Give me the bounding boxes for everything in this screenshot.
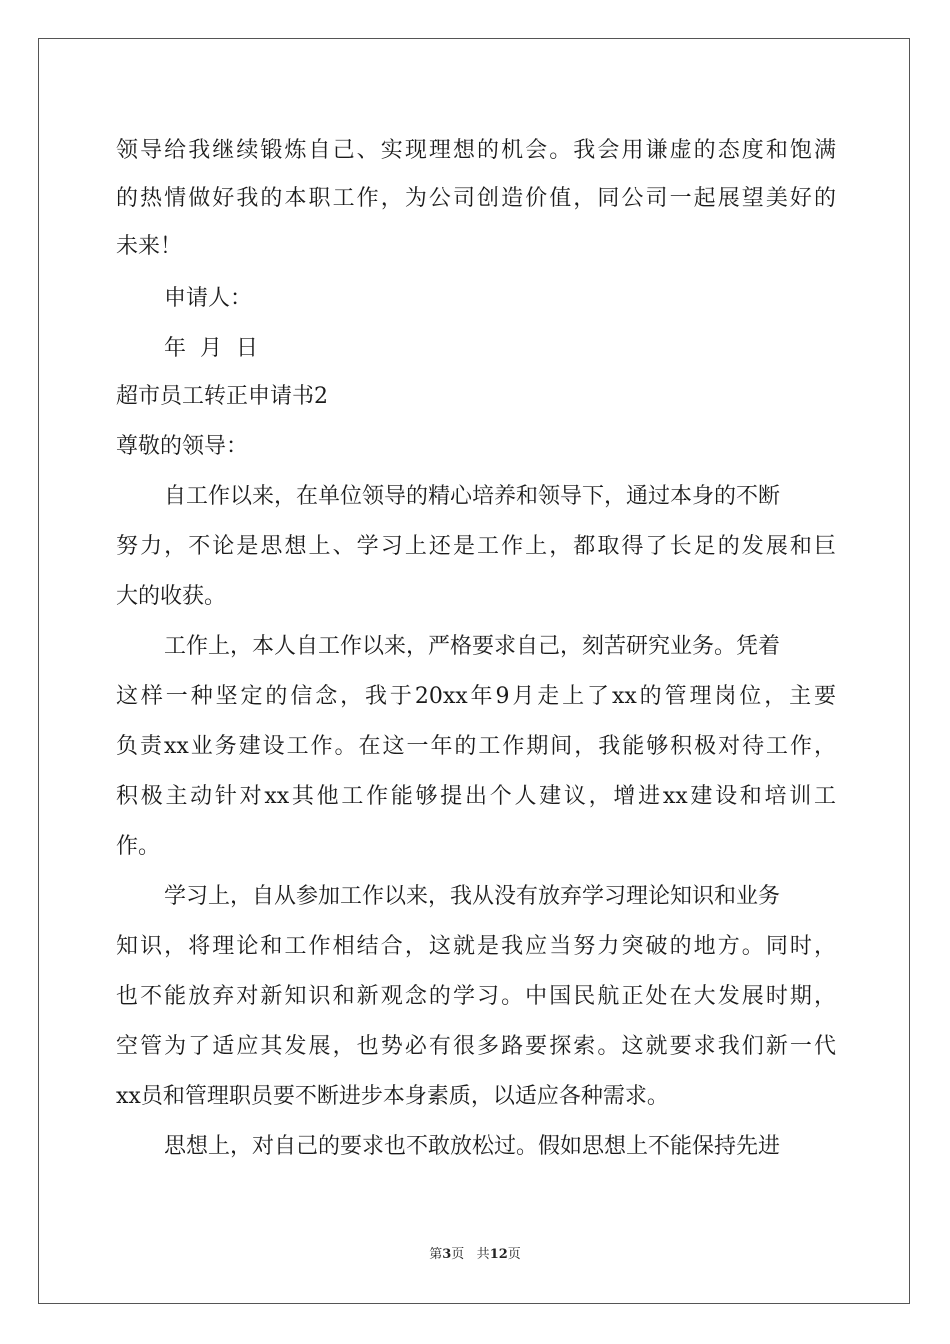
text-line: 未来！ [116,234,183,259]
total-label: 共 [476,1247,490,1262]
date-line: 年 月 日 [164,336,258,361]
applicant-label: 申请人： [164,286,253,311]
text-line: 领导给我继续锻炼自己、实现理想的机会。我会用谦虚的态度和饱满 [116,138,836,163]
text-line: 这样一种坚定的信念，我于20xx年9月走上了xx的管理岗位，主要 [116,684,836,709]
salutation: 尊敬的领导： [116,434,249,459]
page-footer [0,1243,950,1262]
page-suffix: 页 [451,1247,465,1262]
text-line: 空管为了适应其发展，也势必有很多路要探索。这就要求我们新一代 [116,1034,836,1059]
text-line: 大的收获。 [116,584,227,609]
text-line: 学习上，自从参加工作以来，我从没有放弃学习理论知识和业务 [164,884,781,909]
total-pages-number: 12 [489,1247,508,1262]
text-line: 的热情做好我的本职工作，为公司创造价值，同公司一起展望美好的 [116,186,836,211]
text-line: 思想上，对自己的要求也不敢放松过。假如思想上不能保持先进 [164,1134,781,1159]
text-line: 知识，将理论和工作相结合，这就是我应当努力突破的地方。同时， [116,934,836,959]
current-page-number: 3 [442,1247,452,1262]
text-line: 作。 [116,834,161,859]
section-title: 超市员工转正申请书2 [116,384,328,409]
text-line: 负责xx业务建设工作。在这一年的工作期间，我能够积极对待工作， [116,734,836,759]
text-line: 工作上，本人自工作以来，严格要求自己，刻苦研究业务。凭着 [164,634,781,659]
text-line: 也不能放弃对新知识和新观念的学习。中国民航正处在大发展时期， [116,984,836,1009]
text-line: 积极主动针对xx其他工作能够提出个人建议，增进xx建设和培训工 [116,784,836,809]
text-line: 自工作以来，在单位领导的精心培养和领导下，通过本身的不断 [164,484,781,509]
text-line: xx员和管理职员要不断进步本身素质，以适应各种需求。 [116,1084,669,1109]
page-label: 第 [429,1247,443,1262]
total-suffix: 页 [507,1247,521,1262]
text-line: 努力，不论是思想上、学习上还是工作上，都取得了长足的发展和巨 [116,534,836,559]
